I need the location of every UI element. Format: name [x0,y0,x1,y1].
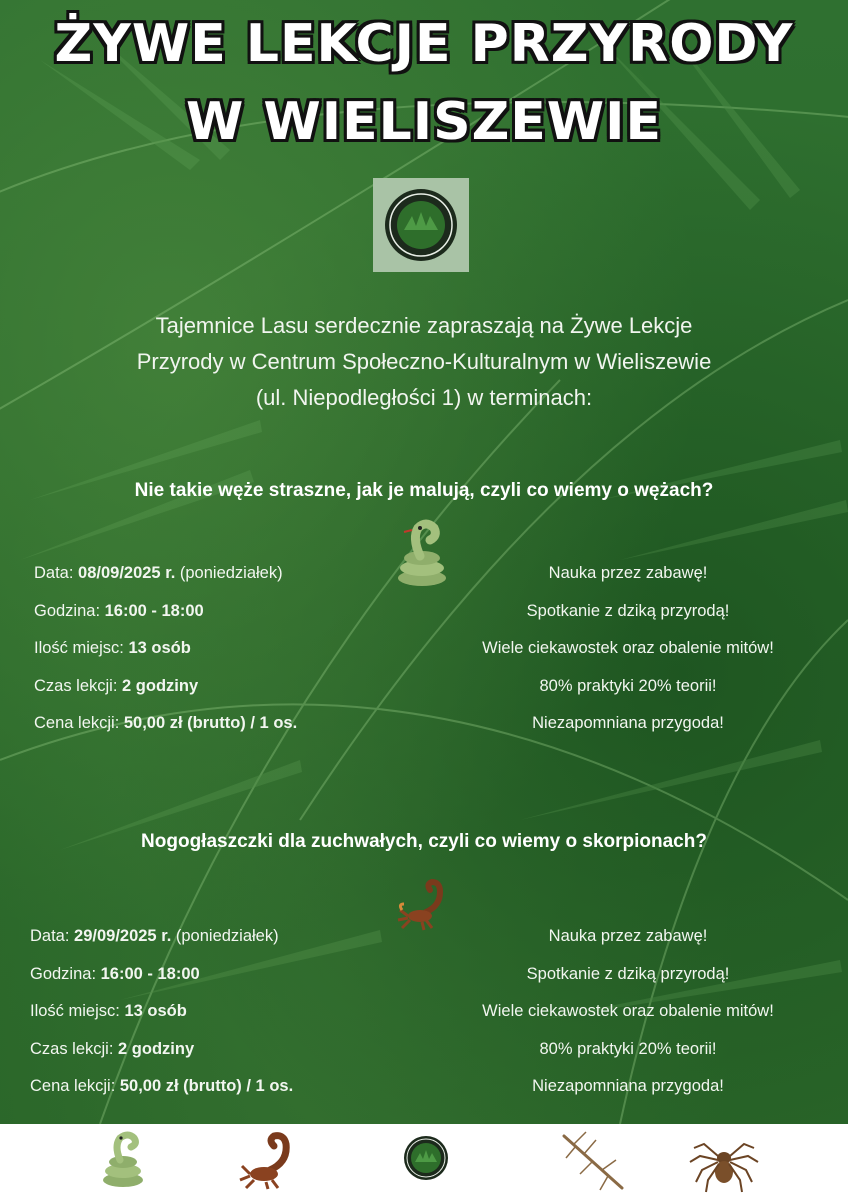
label: Cena lekcji: [30,1077,120,1095]
detail-price [34,705,297,743]
label: Cena lekcji: [34,714,124,732]
label: Czas lekcji: [30,1039,119,1058]
value: 16:00 - 18:00 [104,601,204,620]
perk-item: Niezapomniana przygoda! [532,1077,724,1095]
poster-title-line1: ŻYWE LEKCJE PRZYRODY [54,14,794,74]
label: Godzina: [34,601,105,620]
detail-time [30,956,293,994]
detail-date [34,555,297,593]
spider-icon [686,1130,762,1196]
perk-item: Nauka przez zabawę! [548,564,708,582]
label: Ilość miejsc: [30,1002,125,1020]
perk-item: Wiele ciekawostek oraz obalenie mitów! [482,1002,774,1020]
stick-insect-icon [556,1130,630,1194]
tajemnice-lasu-logo [402,1134,450,1182]
label: Data: [34,564,79,582]
lesson-details-scorpions [30,918,293,1106]
label: Czas lekcji: [34,676,123,695]
perk-item: Spotkanie z dziką przyrodą! [526,601,730,620]
perk-item: Niezapomniana przygoda! [532,714,724,732]
value: 50,00 zł (brutto) / 1 os. [119,1077,294,1095]
intro-text [60,308,788,416]
lesson-perks-scorpions [448,918,808,1106]
logo-box [373,178,469,272]
value: 50,00 zł (brutto) / 1 os. [123,714,298,732]
snake-icon [98,1130,148,1190]
value: 2 godziny [118,1039,195,1058]
intro-line: Przyrody w Centrum Społeczno-Kulturalnym w Wieliszewie [136,349,712,374]
lesson-title-scorpions: Nogogłaszczki dla zuchwałych, czyli co wiemy o skorpionach? [141,831,707,852]
detail-date [30,918,293,956]
value: 16:00 - 18:00 [100,964,200,983]
label: Godzina: [30,964,101,983]
value: 29/09/2025 r. [74,927,172,945]
value: 13 osób [128,639,191,657]
detail-seats [34,630,297,668]
label: Data: [30,927,75,945]
perk-item: 80% praktyki 20% teorii! [539,1039,717,1058]
scorpion-icon [238,1130,298,1190]
suffix: (poniedziałek) [171,927,279,945]
lesson-details-snakes [34,555,297,743]
footer-icon-bar [0,1124,848,1200]
intro-line: Tajemnice Lasu serdecznie zapraszają na Żywe Lekcje [155,313,693,338]
scorpion-icon [396,876,452,932]
detail-seats [30,993,293,1031]
value: 2 godziny [122,676,199,695]
value: 08/09/2025 r. [78,564,176,582]
detail-time [34,593,297,631]
lesson-title-snakes: Nie takie węże straszne, jak je malują, czyli co wiemy o wężach? [134,480,714,501]
lesson-perks-snakes [448,555,808,743]
detail-price [30,1068,293,1106]
perk-item: Nauka przez zabawę! [548,927,708,945]
snake-icon [390,518,454,588]
intro-line: (ul. Niepodległości 1) w terminach: [255,385,593,410]
poster-title-line2: W WIELISZEWIE [185,92,663,152]
perk-item: 80% praktyki 20% teorii! [539,676,717,695]
detail-duration [30,1031,293,1069]
label: Ilość miejsc: [34,639,129,657]
tajemnice-lasu-logo [382,186,460,264]
perk-item: Spotkanie z dziką przyrodą! [526,964,730,983]
suffix: (poniedziałek) [175,564,283,582]
perk-item: Wiele ciekawostek oraz obalenie mitów! [482,639,774,657]
detail-duration [34,668,297,706]
value: 13 osób [124,1002,187,1020]
